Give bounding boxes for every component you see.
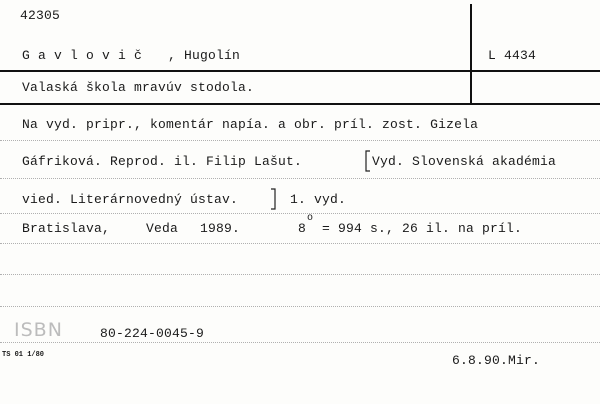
author-given-name: , Hugolín (168, 48, 241, 63)
edition-statement: 1. vyd. (290, 192, 347, 207)
note-line-4: vied. Literárnovedný ústav. (22, 192, 239, 207)
ruled-line (0, 213, 600, 214)
closing-bracket-icon (269, 188, 277, 210)
ruled-line (0, 140, 600, 141)
ruled-line (0, 274, 600, 275)
imprint-place: Bratislava, (22, 221, 111, 236)
format-exponent: o (307, 213, 314, 224)
note-line-1: Na vyd. pripr., komentár napía. a obr. príl. zost. Gizela (22, 117, 479, 132)
title-rule (0, 103, 600, 105)
ruled-line (0, 306, 600, 307)
note-line-2: Gáfriková. Reprod. il. Filip Lašut. (22, 154, 303, 169)
ruled-line (0, 342, 600, 343)
shelf-mark: L 4434 (488, 48, 537, 63)
opening-bracket-icon (364, 150, 372, 172)
imprint-publisher: Veda (146, 221, 179, 236)
imprint-year: 1989. (200, 221, 241, 236)
author-surname: G a v l o v i č (22, 48, 143, 63)
format-number: 8 (298, 221, 307, 236)
printer-code: TS 01 1/80 (2, 351, 45, 359)
isbn-number: 80-224-0045-9 (100, 326, 205, 341)
author-rule (0, 70, 600, 72)
note-line-3: Vyd. Slovenská akadémia (372, 154, 557, 169)
vertical-divider (470, 4, 472, 104)
cataloger-date-signature: 6.8.90.Mir. (452, 353, 541, 368)
title: Valaská škola mravúv stodola. (22, 80, 255, 95)
physical-extent: = 994 s., 26 il. na príl. (322, 221, 523, 236)
ruled-line (0, 243, 600, 244)
ruled-line (0, 178, 600, 179)
isbn-label: ISBN (14, 319, 63, 341)
card-number: 42305 (20, 8, 61, 23)
